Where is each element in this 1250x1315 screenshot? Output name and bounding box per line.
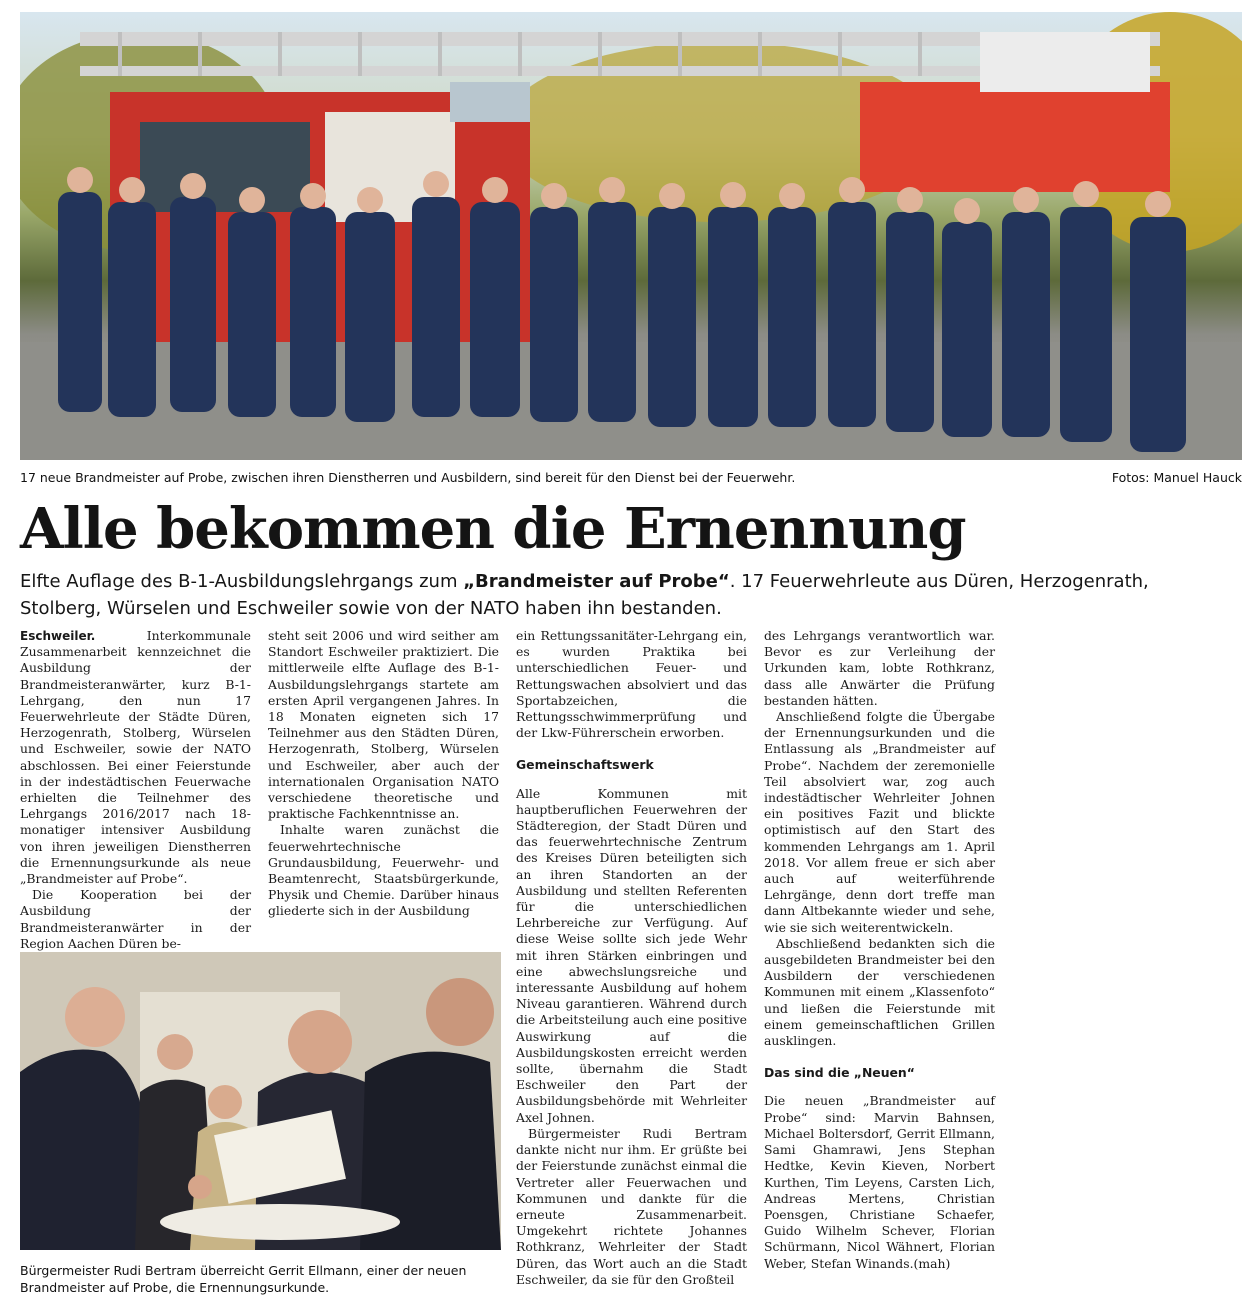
article-column-4 xyxy=(764,628,995,1272)
article-column-2 xyxy=(268,628,499,920)
subhead-part1: Elfte Auflage des B-1-Ausbildungslehrgangs zum xyxy=(20,571,464,592)
photo-credit: Fotos: Manuel Hauck xyxy=(1111,470,1242,485)
paragraph: Alle Kommunen mit hauptberuflichen Feuerwehren der Städteregion, der Stadt Düren und das feuerwehrtechnische Zentrum des Kreises Düren beteiligten sich an ihren Standorten an der Ausbildung und stellten Referenten für die unterschiedlichen Lehrbereiche zur Verfügung. Auf diese Weise sollte sich jede Wehr mit ihren Stärken einbringen und eine abwechslungsreiche und interessante Ausbildung auf hohem Niveau garantieren. Während durch die Arbeitsteilung auch eine positive Auswirkung auf die Ausbildungskosten erreicht werden sollte, übernahm die Stadt Eschweiler den Part der Ausbildungsbehörde mit Wehrleiter Axel Johnen. xyxy=(516,785,747,1125)
paragraph: Die neuen „Brandmeister auf Probe“ sind: Marvin Bahnsen, Michael Boltersdorf, Gerrit Ellmann, Sami Ghamrawi, Jens Stephan Hedtke, Kevin Kieven, Norbert Kurthen, Tim Leyens, Carsten Lich, Andreas Mertens, Christian Poensgen, Christiane Schaefer, Guido Wilhelm Schever, Florian Schürmann, Nicol Wähnert, Florian Weber, Stefan Winands.(mah) xyxy=(764,1093,995,1271)
ceremony-photo-illustration xyxy=(20,952,501,1250)
paragraph: ein Rettungssanitäter-Lehrgang ein, es wurden Praktika bei unterschiedlichen Feuer- und Rettungswachen absolviert und das Sportabzeichen, die Rettungsschwimmerprüfung und der Lkw-Führerschein erworben. xyxy=(516,628,747,741)
paragraph xyxy=(20,628,251,887)
section-heading: Das sind die „Neuen“ xyxy=(764,1065,915,1081)
subheadline xyxy=(20,568,1230,622)
paragraph: Anschließend folgte die Übergabe der Ernennungsurkunden und die Entlassung als „Brandmeister auf Probe“. Nachdem der zeremonielle Teil absolviert war, zog auch indestädtischer Wehrleiter Johnen ein positives Fazit und blickte optimistisch auf den Start des kommenden Lehrgangs am 1. April 2018. Vor allem freue er sich aber auch auf weiterführende Lehrgänge, denn dort treffe man dann Altbekannte wieder und sehe, wie sie sich weiterentwickeln. xyxy=(764,709,995,935)
group-photo-illustration xyxy=(20,12,1242,460)
article-column-1 xyxy=(20,628,251,952)
paragraph: Die Kooperation bei der Ausbildung der Brandmeisteranwärter in der Region Aachen Düren be- xyxy=(20,887,251,951)
section-heading: Gemeinschaftswerk xyxy=(516,757,654,773)
ceremony-photo xyxy=(20,952,501,1250)
paragraph: steht seit 2006 und wird seither am Standort Eschweiler praktiziert. Die mittlerweile elfte Auflage des B-1-Ausbildungslehrgangs startete am ersten April vergangenen Jahres. In 18 Monaten eigneten sich 17 Teilnehmer aus den Städten Düren, Herzogenrath, Stolberg, Würselen und Eschweiler, aber auch der internationalen Organisation NATO verschiedene theoretische und praktische Fachkenntnisse an. xyxy=(268,628,499,822)
bottom-photo-caption: Bürgermeister Rudi Bertram überreicht Gerrit Ellmann, einer der neuen Brandmeister auf Probe, die Ernennungsurkunde. xyxy=(20,1263,467,1295)
paragraph: Bürgermeister Rudi Bertram dankte nicht nur ihm. Er grüßte bei der Feierstunde zunächst einmal die Vertreter aller Feuerwachen und Kommunen und dankte für die erneute Zusammenarbeit. Umgekehrt richtete Johannes Rothkranz, Wehrleiter der Stadt Düren, das Wort auch an die Stadt Eschweiler, da sie für den Großteil xyxy=(516,1125,747,1287)
paragraph: Inhalte waren zunächst die feuerwehrtechnische Grundausbildung, Feuerwehr- und Beamtenrecht, Staatsbürgerkunde, Physik und Chemie. Darüber hinaus gliederte sich in der Ausbildung xyxy=(268,822,499,919)
top-photo-caption: 17 neue Brandmeister auf Probe, zwischen ihren Dienstherren und Ausbildern, sind bereit für den Dienst bei der Feuerwehr. xyxy=(20,470,796,485)
paragraph: des Lehrgangs verantwortlich war. Bevor es zur Verleihung der Urkunden kam, lobte Rothkranz, dass alle Anwärter die Prüfung bestanden hätten. xyxy=(764,628,995,708)
paragraph: Abschließend bedankten sich die ausgebildeten Brandmeister bei den Ausbildern der verschiedenen Kommunen mit einem „Klassenfoto“ und ließen die Feierstunde mit einem gemeinschaftlichen Grillen ausklingen. xyxy=(764,935,995,1049)
subhead-part2: . 17 Feuerwehrleute aus Düren, Herzogenrath, Stolberg, Würselen und Eschweiler sowie von der NATO haben ihn bestanden. xyxy=(20,571,1149,619)
headline: Alle bekommen die Ernennung xyxy=(20,496,966,562)
article-column-3 xyxy=(516,628,747,1288)
subhead-bold: „Brandmeister auf Probe“ xyxy=(463,571,730,592)
paragraph-text: Interkommunale Zusammenarbeit kennzeichnet die Ausbildung der Brandmeisteranwärter, kurz B-1-Lehrgang, den nun 17 Feuerwehrleute der Städte Düren, Herzogenrath, Stolberg, Würselen und Eschweiler, sowie der NATO abschlossen. Bei einer Feierstunde in der indestädtischen Feuerwache erhielten die Teilnehmer des Lehrgangs 2016/2017 nach 18-monatiger intensiver Ausbildung von ihren jeweiligen Dienstherren die Ernennungsurkunde als neue „Brandmeister auf Probe“. xyxy=(20,628,251,887)
dateline: Eschweiler. xyxy=(20,629,96,643)
group-photo xyxy=(20,12,1242,460)
